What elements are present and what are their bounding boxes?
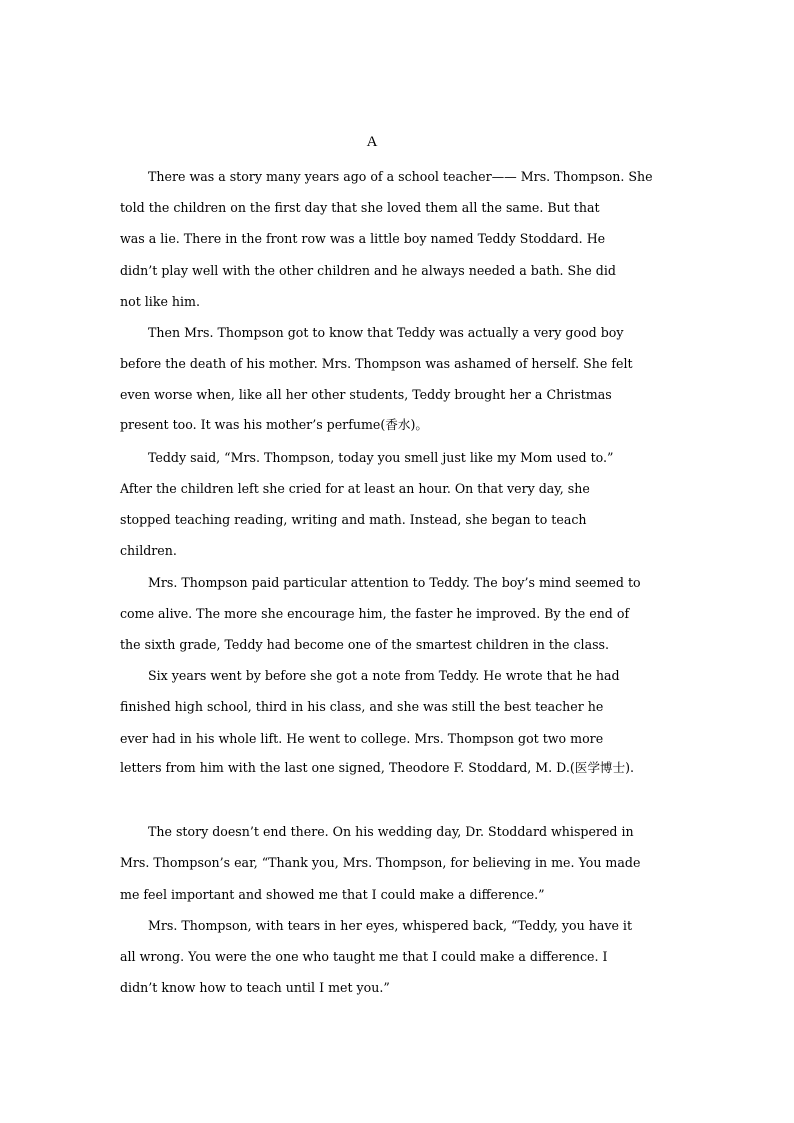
text-line: before the death of his mother. Mrs. Thompson was ashamed of herself. She felt [120, 356, 633, 371]
text-line: Mrs. Thompson’s ear, “Thank you, Mrs. Thompson, for believing in me. You made [120, 855, 641, 870]
text-line: Then Mrs. Thompson got to know that Teddy was actually a very good boy [148, 325, 624, 340]
text-line: was a lie. There in the front row was a little boy named Teddy Stoddard. He [120, 231, 606, 246]
text-line: Teddy said, “Mrs. Thompson, today you smell just like my Mom used to.” [148, 450, 614, 465]
text-line: didn’t play well with the other children and he always needed a bath. She did [120, 263, 616, 278]
text-line: not like him. [120, 294, 200, 309]
text-line: Six years went by before she got a note from Teddy. He wrote that he had [148, 668, 620, 683]
passage-title: A [366, 134, 378, 150]
text-line: present too. It was his mother’s perfume(香水)。 [120, 417, 428, 432]
text-line: the sixth grade, Teddy had become one of the smartest children in the class. [120, 637, 610, 652]
text-line: children. [120, 543, 177, 558]
text-line: Mrs. Thompson paid particular attention to Teddy. The boy’s mind seemed to [148, 575, 641, 590]
text-line: letters from him with the last one signed, Theodore F. Stoddard, M. D.(医学博士). [120, 760, 635, 775]
text-line: There was a story many years ago of a school teacher—— Mrs. Thompson. She [148, 169, 653, 184]
text-line: even worse when, like all her other students, Teddy brought her a Christmas [120, 387, 612, 402]
text-line: The story doesn’t end there. On his wedding day, Dr. Stoddard whispered in [148, 824, 634, 839]
text-line: didn’t know how to teach until I met you.” [120, 980, 390, 995]
text-line: Mrs. Thompson, with tears in her eyes, whispered back, “Teddy, you have it [148, 918, 633, 933]
text-line: me feel important and showed me that I could make a difference.” [120, 887, 545, 902]
text-line: finished high school, third in his class, and she was still the best teacher he [120, 699, 604, 714]
text-line: all wrong. You were the one who taught me that I could make a difference. I [120, 949, 608, 964]
text-line: told the children on the first day that she loved them all the same. But that [120, 200, 600, 215]
text-line: stopped teaching reading, writing and math. Instead, she began to teach [120, 512, 587, 527]
text-line: ever had in his whole lift. He went to college. Mrs. Thompson got two more [120, 731, 604, 746]
text-line: come alive. The more she encourage him, the faster he improved. By the end of [120, 606, 630, 621]
text-line: After the children left she cried for at least an hour. On that very day, she [120, 481, 590, 496]
